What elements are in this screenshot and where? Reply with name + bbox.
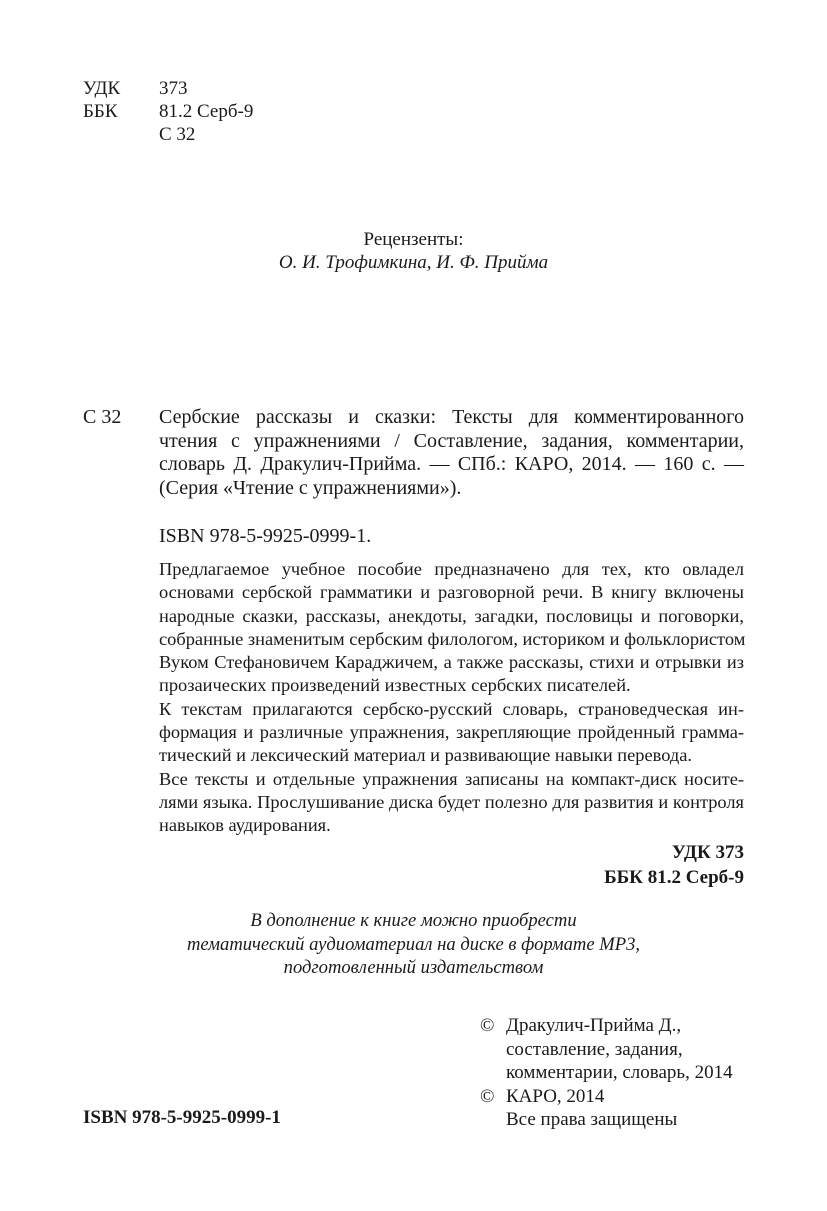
annotation-line: собранные знаменитым сербским филологом, историком и фольклористом <box>159 628 746 649</box>
copyright-publisher: КАРО, 2014 <box>506 1085 605 1107</box>
copyright-author-line3: комментарии, словарь, 2014 <box>506 1062 733 1083</box>
annotation-line: Все тексты и отдельные упражнения записаны на компакт-диск носите- <box>159 768 744 789</box>
bibliography-line: чтения с упражнениями / Составление, задания, комментарии, <box>159 429 744 452</box>
reviewers-names: О. И. Трофимкина, И. Ф. Прийма <box>278 252 549 273</box>
copyright-author-row <box>480 1014 733 1038</box>
annotation-line: К текстам прилагаются сербско-русский словарь, страноведческая ин- <box>159 698 744 719</box>
copyright-rights: Все права защищены <box>506 1109 678 1130</box>
bold-bbk: ББК 81.2 Серб-9 <box>604 867 744 888</box>
bbk-value: 81.2 Серб-9 <box>159 101 254 122</box>
annotation-line: основами сербской грамматики и разговорной речи. В книгу включены <box>159 582 744 603</box>
annotation-line: Вуком Стефановичем Караджичем, а также рассказы, стихи и отрывки из <box>159 652 744 673</box>
reviewers-heading: Рецензенты: <box>363 229 464 250</box>
author-mark: С 32 <box>159 124 196 145</box>
copyright-author-line2: составление, задания, <box>506 1038 683 1060</box>
note-line: тематический аудиоматериал на диске в формате МР3, <box>186 933 641 955</box>
annotation-line: лями языка. Прослушивание диска будет полезно для развития и контроля <box>159 791 744 812</box>
udk-label: УДК <box>83 78 121 99</box>
bbk-row <box>83 100 253 123</box>
note-line: подготовленный издательством <box>283 957 544 978</box>
bbk-label: ББК <box>83 101 118 122</box>
bibliography-isbn: ISBN 978-5-9925-0999-1. <box>159 525 372 547</box>
bibliography-line: (Серия «Чтение с упражнениями»). <box>159 476 462 499</box>
udk-value: 373 <box>159 78 188 99</box>
copyright-block <box>480 1014 733 1132</box>
udk-row <box>83 77 253 100</box>
author-mark-row <box>83 123 253 146</box>
copyright-author: Дракулич-Прийма Д., <box>506 1015 682 1036</box>
copyright-symbol: © <box>480 1015 495 1036</box>
bibliography-line: Сербские рассказы и сказки: Тексты для комментированного <box>159 406 744 428</box>
copyright-publisher-row <box>480 1085 733 1109</box>
audio-note <box>0 909 827 980</box>
bibliography-code: С 32 <box>83 406 122 428</box>
copyright-symbol: © <box>480 1085 495 1107</box>
note-line: В дополнение к книге можно приобрести <box>250 910 577 931</box>
bibliography-line: словарь Д. Дракулич-Прийма. — СПб.: КАРО, 2014. — 160 с. — <box>159 453 744 475</box>
bibliography-text <box>159 406 744 500</box>
annotation-line: народные сказки, рассказы, анекдоты, загадки, пословицы и поговорки, <box>159 605 744 626</box>
annotation-line: тический и лексический материал и развивающие навыки перевода. <box>159 745 692 766</box>
bold-udk: УДК 373 <box>671 842 744 863</box>
classification-block <box>83 77 253 146</box>
annotation-line: навыков аудирования. <box>159 815 331 836</box>
annotation-line: прозаических произведений известных сербских писателей. <box>159 675 631 696</box>
bold-codes-block <box>604 840 744 890</box>
reviewers-block <box>0 228 827 274</box>
annotation <box>159 558 744 838</box>
isbn-bold: ISBN 978-5-9925-0999-1 <box>83 1107 281 1128</box>
annotation-line: формация и различные упражнения, закрепляющие пройденный грамма- <box>159 722 744 743</box>
annotation-line: Предлагаемое учебное пособие предназначено для тех, кто овладел <box>159 559 744 579</box>
